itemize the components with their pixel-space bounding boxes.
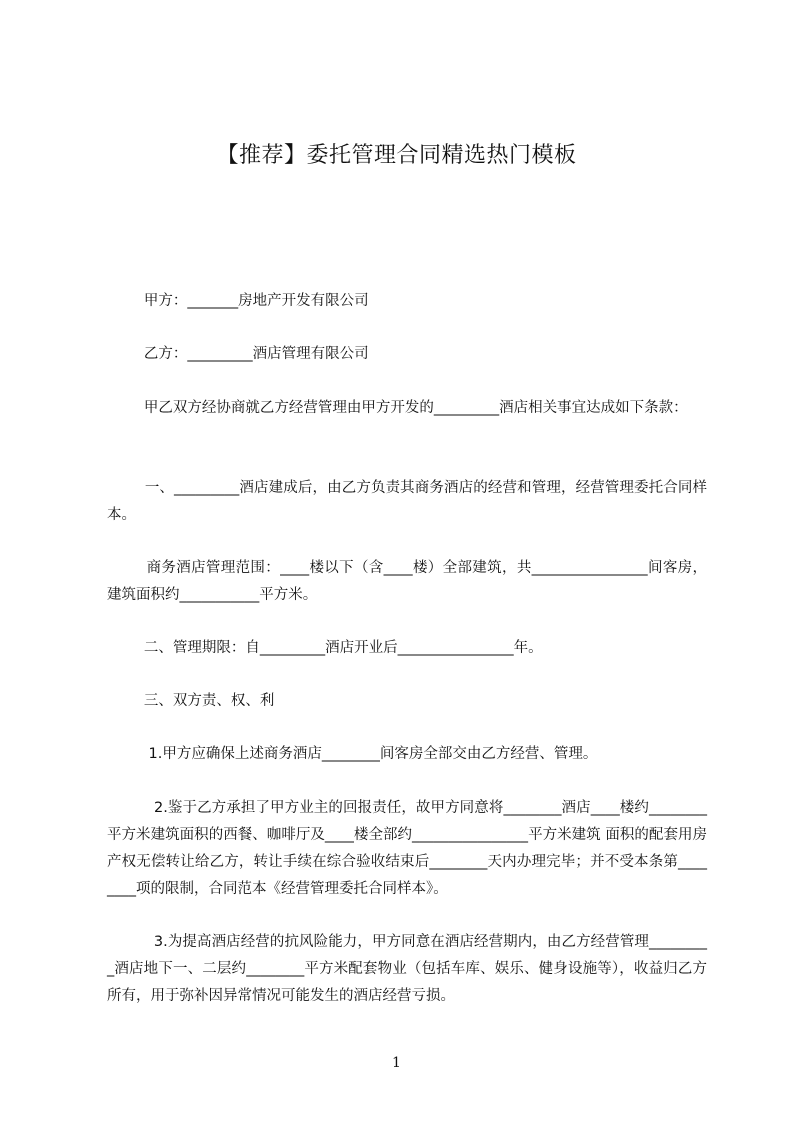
item-two-paragraph: 2.鉴于乙方承担了甲方业主的回报责任，故甲方同意将________酒店____楼约________平方米建筑面积的西餐、咖啡厅及____楼全部约________________平方米建筑 面积的配套用房产权无偿转让给乙方，转让手续在综合验收结束后________天内办理完毕；并不受本条第________项的限制，合同范本《经营管理委托合同样本》。 xyxy=(107,800,707,897)
item-three-paragraph: 3.为提高酒店经营的抗风险能力，甲方同意在酒店经营期内，由乙方经营管理_________酒店地下一、二层约________平方米配套物业（包括车库、娱乐、健身设施等），收益归乙方所有，用于弥补因异常情况可能发生的酒店经营亏损。 xyxy=(107,934,707,1004)
clause-one-paragraph: 一、_________酒店建成后，由乙方负责其商务酒店的经营和管理，经营管理委托合同样本。 xyxy=(107,480,708,523)
clause-three-heading: 三、双方责、权、利 xyxy=(107,693,275,709)
document-title: 【推荐】委托管理合同精选热门模板 xyxy=(216,143,577,168)
scope-paragraph: 商务酒店管理范围：____楼以下（含____楼）全部建筑，共________________间客房，建筑面积约___________平方米。 xyxy=(107,560,708,603)
page-number: 1 xyxy=(392,1055,401,1071)
party-a-line: 甲方：_______房地产开发有限公司 xyxy=(107,293,369,309)
party-b-line: 乙方：_________酒店管理有限公司 xyxy=(107,346,369,362)
item-one-paragraph: 1.甲方应确保上述商务酒店________间客房全部交由乙方经营、管理。 xyxy=(107,746,598,762)
clause-two-paragraph: 二、管理期限：自_________酒店开业后________________年。 xyxy=(107,640,543,656)
intro-paragraph: 甲乙双方经协商就乙方经营管理由甲方开发的_________酒店相关事宜达成如下条款： xyxy=(107,400,688,416)
